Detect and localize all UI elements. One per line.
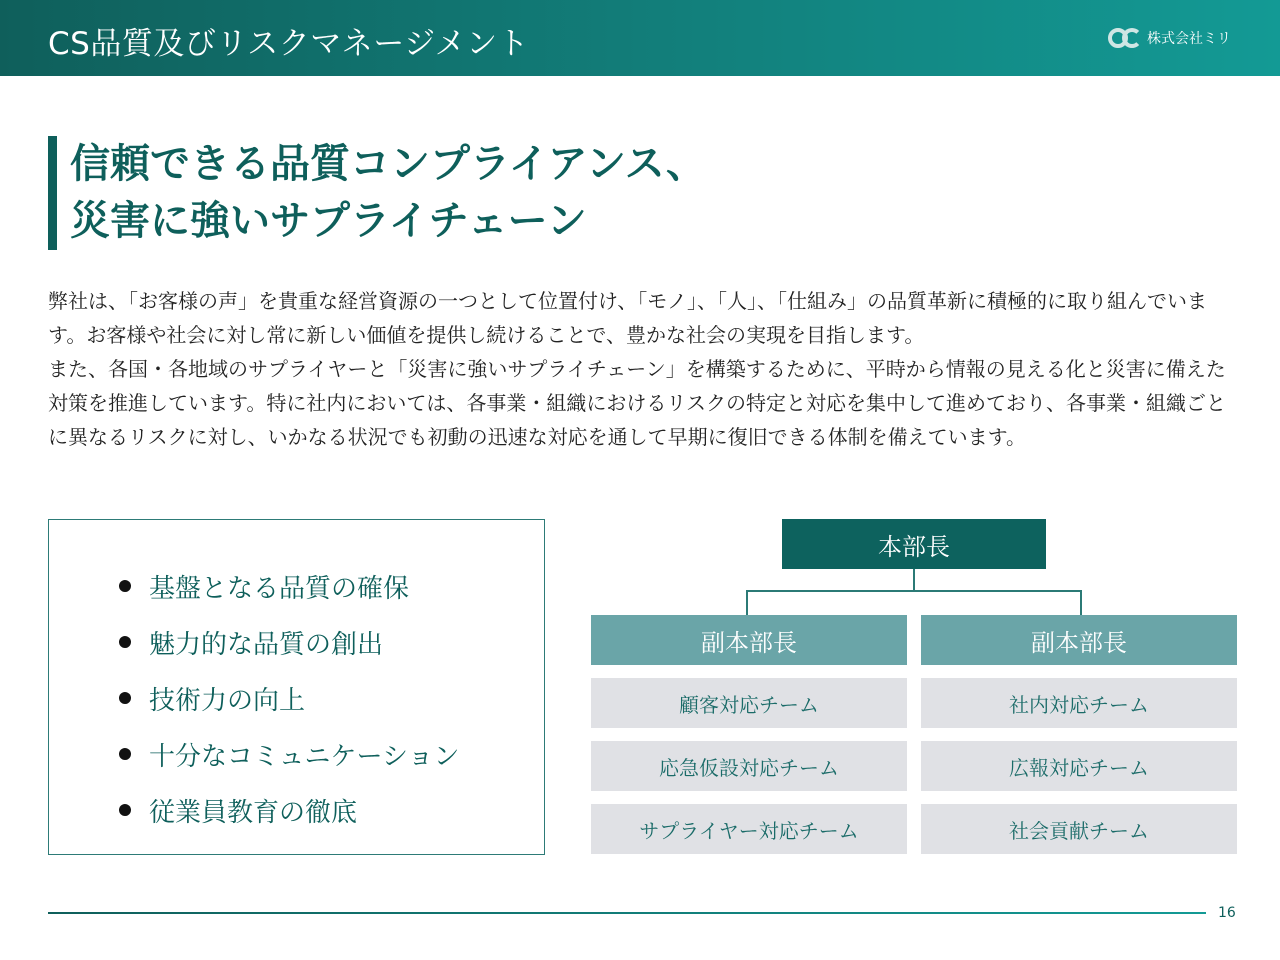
body-paragraph-1: 弊社は、「お客様の声」を貴重な経営資源の一つとして位置付け、「モノ」、「人」、「仕組み」の品質革新に積極的に取り組んでいます。お客様や社会に対し常に新しい価値を提供し続けることで、豊かな社会の実現を目指します。 [48,289,1207,347]
bullet-icon [119,692,131,704]
org-team: 顧客対応チーム [591,678,907,728]
section-heading [48,136,706,250]
header-bar [0,0,1280,76]
connector-line [913,569,915,591]
org-team: 応急仮設対応チーム [591,741,907,791]
body-text [48,284,1240,454]
org-team: 広報対応チーム [921,741,1237,791]
company-logo [1108,28,1231,48]
heading-line-2: 災害に強いサプライチェーン [70,198,587,244]
org-deputy-left: 副本部長 [591,615,907,665]
policy-item [119,670,459,726]
bullet-icon [119,580,131,592]
connector-line [746,590,1082,592]
policy-item [119,614,459,670]
bullet-icon [119,636,131,648]
policy-label: 魅力的な品質の創出 [149,629,384,660]
logo-icon [1108,28,1142,48]
heading-line-1: 信頼できる品質コンプライアンス、 [70,141,706,187]
org-head-box: 本部長 [782,519,1046,569]
org-deputy-right: 副本部長 [921,615,1237,665]
policy-box [48,519,545,855]
connector-line [1080,590,1082,615]
policy-item [119,558,459,614]
footer-divider [48,912,1206,914]
company-name: 株式会社ミリ [1147,31,1231,47]
org-team: 社会貢献チーム [921,804,1237,854]
bullet-icon [119,748,131,760]
page-number: 16 [1218,905,1236,921]
policy-label: 技術力の向上 [149,685,306,716]
body-paragraph-2: また、各国・各地域のサプライヤーと「災害に強いサプライチェーン」を構築するために、平時から情報の見える化と災害に備えた対策を推進しています。特に社内においては、各事業・組織におけるリスクの特定と対応を集中して進めており、各事業・組織ごとに異なるリスクに対し、いかなる状況でも初動の迅速な対応を通して早期に復旧できる体制を備えています。 [48,357,1226,449]
policy-label: 十分なコミュニケーション [149,741,460,772]
policy-item [119,726,459,782]
policy-label: 基盤となる品質の確保 [149,573,410,604]
org-team: 社内対応チーム [921,678,1237,728]
policy-label: 従業員教育の徹底 [149,797,358,828]
page-title: CS品質及びリスクマネージメント [48,26,530,62]
connector-line [746,590,748,615]
policy-item [119,782,459,838]
org-team: サプライヤー対応チーム [591,804,907,854]
bullet-icon [119,804,131,816]
